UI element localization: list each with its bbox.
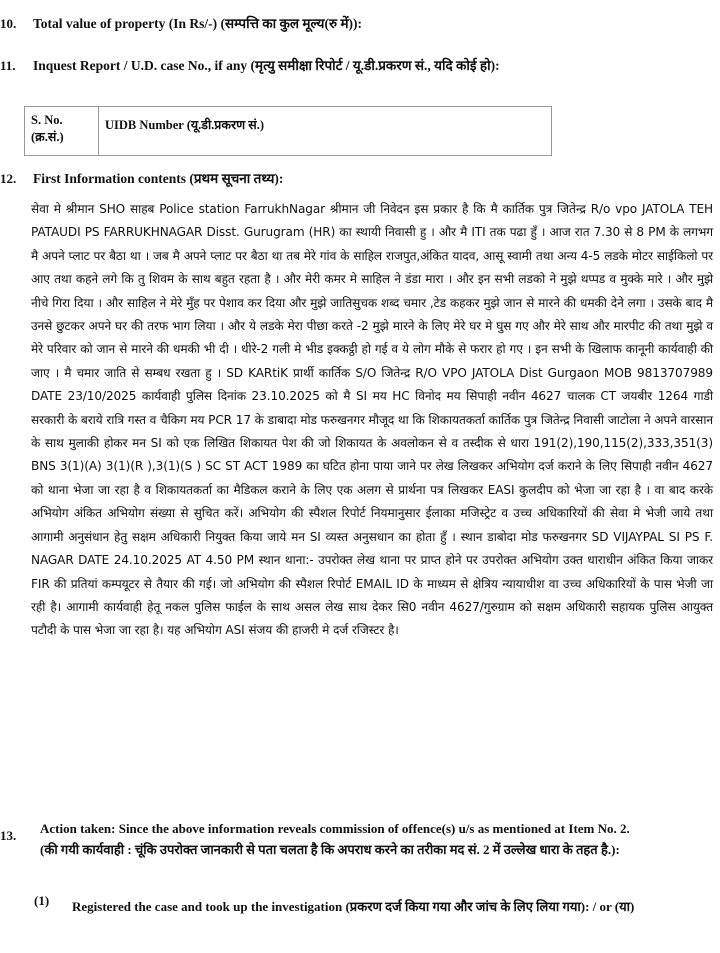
first-information-text: सेवा मे श्रीमान SHO साहब Police station FarrukhNagar श्रीमान जी निवेदन इस प्रकार है कि मै कार्तिक पुत्र जितेन्द्र R/o vpo JATOLA TEH PATAUDI PS FARRUKHNAGAR Disst. Gurugram (HR) का स्थायी निवासी हु । और मै ITI तक पढा हुँ । आज रात 7.30 से 8 PM के लगभग मै अपने प्लाट पर बैठा था । जब मै अपने प्लाट पर बैठा था तब मेरे गांव के साहिल राजपुत,अंकित यादव, आसू स्वामी तथा अन्य 4-5 लडके मोटर साईकिलो पर आए तथा कहने लगे कि तु शिवम के साथ बहुत रहता है । और मेरी कमर मे साहिल ने डंडा मारा । और इन सभी लडको ने मुझे थप्पड व मुक्के मारे । और मुझे नीचे गिरा दिया । और साहिल ने मेरे मुँह पर पेशाव कर दिया और मुझे जातिसुचक शब्द चमार ,टेड कहकर मुझे जान से मारने की धमकी देने लगा । उसके बाद मै उनसे छुटकर अपने घर की तरफ भाग लिया । और ये लडके मेरा पीछा करते -2 मुझे मारने के लिए मेरे घर मे घुस गए और मेरे साथ और मारपीट की तथा मुझे व मेरे परिवार को जान से मारने की धमकी भी दी । धीरे-2 गली मे भीड इक्कट्ठी हो गई व ये लोग मौके से फरार हो गए । इन सभी के खिलाफ कानूनी कार्यवाही की जाए । मै चमार जाति से सम्बध रखता हु । SD KARtiK प्रार्थी कार्तिक S/O जितेन्द्र R/O VPO JATOLA Dist Gurgaon MOB 9813707989 DATE 23/10/2025 कार्यवाही पुलिस दिनांक 23.10.2025 को मै SI मय HC विनोद मय सिपाही नवीन 4627 चालक CT जयबीर 1264 गाडी सरकारी के बराये रात्रि गस्त व चैकिग मय PCR 17 के डाबादा मोड फरुखनगर मौजूद था कि शिकायतकर्ता कार्तिक पुत्र जितेन्द्र निवासी जाटोला ने अपने वारसान के साथ मुलाकी होकर मन SI को एक लिखित शिकायत पेश की जो शिकायत के अवलोकन से व तस्दीक से धारा 191(2),190,115(2),333,351(3) BNS 3(1)(A) 3(1)(R ),3(1)(S ) SC ST ACT 1989 का घटित होना पाया जाने पर लेख लिखकर अभियोग दर्ज कराने के लिए सिपाही नवीन 4627 को थाना भेजा जा रहा है व शिकायतकर्ता का मैडिकल कराने के लिए एक अलग से प्रार्थना पत्र लिखकर EASI कुलदीप को भेजा जा रहा है । वा बाद करके अभियोग अंकित अभियोग संख्या से सुचित करें। अभियोग की स्पैशल रिपोर्ट नियमानुसार ईलाका मजिस्ट्रेट व उच्च अधिकारियों की सेवा मे भेजी जाये तथा आगामी अनुसंधान हेतु सक्षम अधिकारी नियुक्त किया जाये मन SI व्यस्त अनुसधान का होता हुँ । स्थान डाबोदा मोड फरुखनगर SD VIJAYPAL SI PS F. NAGAR DATE 24.10.2025 AT 4.50 PM स्थान थाना:- उपरोक्त लेख थाना पर प्राप्त होने पर उपरोक्त अभियोग उक्त धाराधीन अंकित किया जाकर FIR की प्रतियां कम्पयूटर से तैयार की गई। जो अभियोग की स्पैशल रिपोर्ट EMAIL ID के माध्यम से क्षेत्रिय न्यायाधीश वा उच्च अधिकारियों के पास भेजी जा रही है। आगामी कार्यवाही हेतू नकल पुलिस फाईल के साथ असल लेख साथ देकर सि0 नवीन 4627/गुरुग्राम को सक्षम अधिकारी सहायक पुलिस आयुक्त पटौदी के पास भेजा जा रहा है। यह अभियोग ASI संजय की हाजरी मे दर्ज रजिस्टर है। bbox=[31, 202, 713, 638]
table-header-sno: S. No. (क्र.सं.) bbox=[25, 107, 99, 155]
item-13-label-hi: (की गयी कार्यवाही : चूंकि उपरोक्त जानकारी से पता चलता है कि अपराध करने का तरीका मद सं. 2 में उल्लेख धारा के तहत है.): bbox=[40, 842, 620, 857]
item-12-label: First Information contents (प्रथम सूचना तथ्य): bbox=[33, 171, 284, 186]
item-12-number: 12. bbox=[0, 171, 17, 186]
table-header-uidb: UIDB Number (यू.डी.प्रकरण सं.) bbox=[105, 118, 265, 132]
item-13-number: 13. bbox=[0, 828, 17, 843]
item-13-label-en: Action taken: Since the above information reveals commission of offence(s) u/s as mentioned at Item No. 2. bbox=[40, 821, 630, 836]
uidb-table bbox=[24, 106, 552, 156]
sub-item-1-text: Registered the case and took up the investigation (प्रकरण दर्ज किया गया और जांच के लिए लिया गया): / or (या) bbox=[72, 899, 635, 914]
sub-item-1-number: (1) bbox=[34, 893, 50, 908]
item-10-number: 10. bbox=[0, 16, 17, 31]
item-10-label: Total value of property (In Rs/-) (सम्पत्ति का कुल मूल्य(रु में)): bbox=[33, 16, 363, 31]
item-13-section bbox=[40, 818, 700, 860]
item-11-label: Inquest Report / U.D. case No., if any (मृत्यु समीक्षा रिपोर्ट / यू.डी.प्रकरण सं., यदि कोई हो): bbox=[33, 58, 500, 73]
item-11-number: 11. bbox=[0, 58, 16, 73]
